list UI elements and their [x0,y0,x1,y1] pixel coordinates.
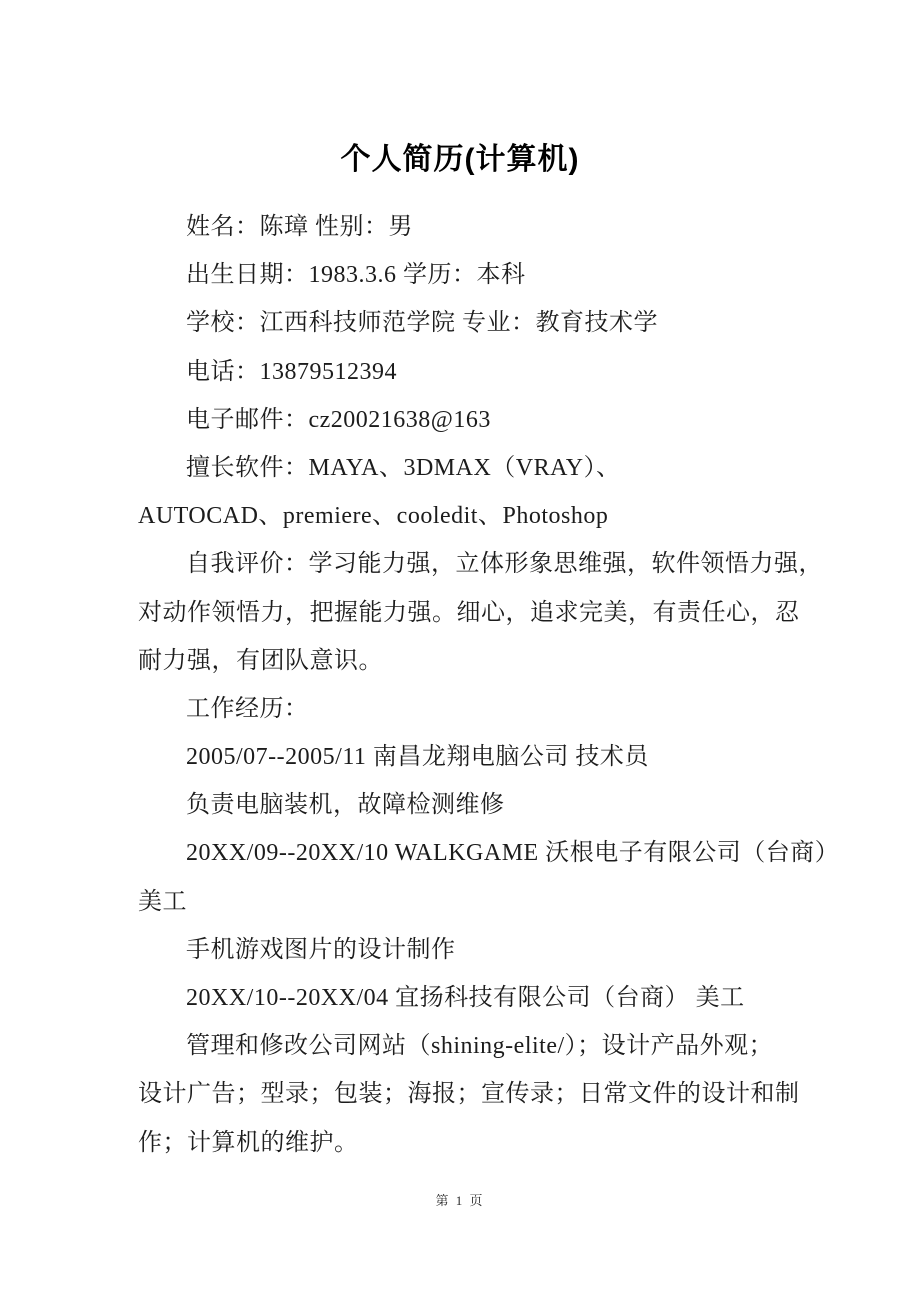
line-job1-title: 2005/07--2005/11 南昌龙翔电脑公司 技术员 [186,744,649,771]
line-birth-education: 出生日期：1983.3.6 学历：本科 [186,262,526,289]
page-number-footer: 第 1 页 [435,1193,485,1208]
line-job2-title-cont: 美工 [138,888,187,915]
line-job2-title: 20XX/09--20XX/10 WALKGAME 沃根电子有限公司（台商） [186,840,840,867]
line-email: 电子邮件：cz20021638@163 [186,406,491,433]
line-name-gender: 姓名：陈璋 性别：男 [186,214,413,240]
line-job3-desc-3: 作；计算机的维护。 [138,1129,359,1156]
line-job3-desc-1: 管理和修改公司网站（shining-elite/）；设计产品外观； [186,1033,774,1060]
line-self-eval-3: 耐力强，有团队意识。 [138,647,383,674]
document-body [138,203,840,1167]
line-work-history-header: 工作经历： [186,695,309,722]
line-school-major: 学校：江西科技师范学院 专业：教育技术学 [186,310,658,337]
line-self-eval-1: 自我评价：学习能力强，立体形象思维强，软件领悟力强， [186,551,823,578]
line-job2-desc: 手机游戏图片的设计制作 [186,936,456,963]
line-phone: 电话：13879512394 [186,358,397,385]
line-self-eval-2: 对动作领悟力，把握能力强。细心，追求完美，有责任心，忍 [138,599,800,626]
line-job1-desc: 负责电脑装机，故障检测维修 [186,792,505,819]
line-software-1: 擅长软件：MAYA、3DMAX（VRAY）、 [186,454,621,481]
line-job3-title: 20XX/10--20XX/04 宜扬科技有限公司（台商） 美工 [186,985,745,1011]
page-title: 个人简历(计算机) [340,143,580,176]
line-software-2: AUTOCAD、premiere、cooledit、Photoshop [138,503,609,530]
line-job3-desc-2: 设计广告；型录；包装；海报；宣传录；日常文件的设计和制 [138,1081,800,1108]
